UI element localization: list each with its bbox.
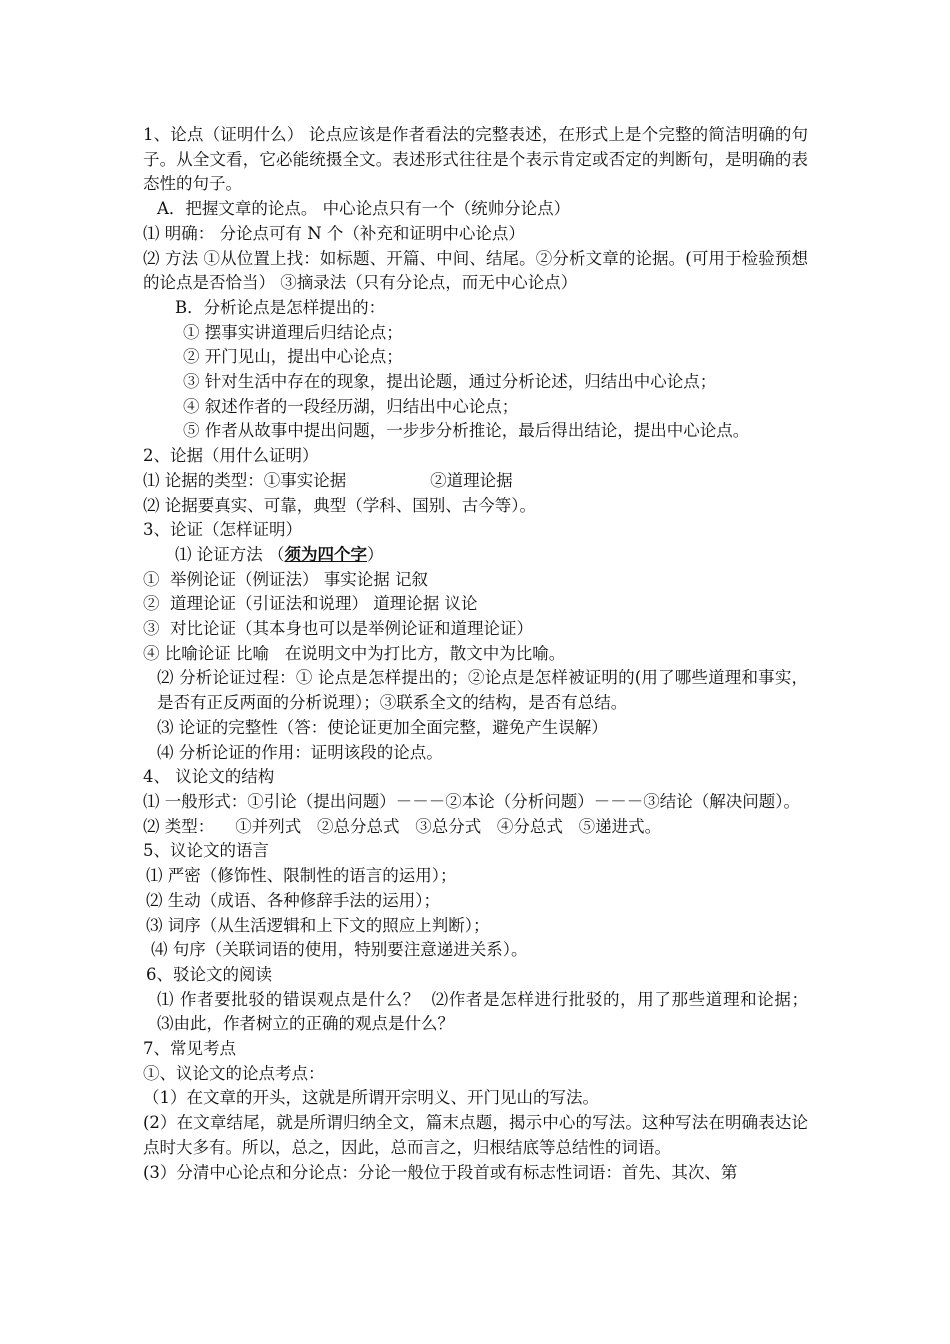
- list-item-method-4: ④ 比喻论证 比喻 在说明文中为打比方，散文中为比喻。: [143, 643, 566, 663]
- paragraph-rebuttal-questions: ⑴ 作者要批驳的错误观点是什么？ ⑵作者是怎样进行批驳的，用了那些道理和论据； ⑶由此，作者树立的正确的观点是什么？: [157, 989, 829, 1034]
- heading-evidence: 2、论据（用什么证明）: [143, 446, 319, 466]
- heading-argumentation: 3、论证（怎样证明）: [143, 520, 302, 540]
- heading-common-test-points: 7、常见考点: [143, 1039, 236, 1059]
- paragraph-how-thesis-raised: B．分析论点是怎样提出的：: [175, 297, 386, 317]
- paragraph-argument-process: ⑵ 分析论证过程：① 论点是怎样提出的；②论点是怎样被证明的(用了哪些道理和事实，是否有正反两面的分析说理）；③联系全文的结构，是否有总结。: [157, 668, 808, 713]
- paragraph-evidence-types: ⑴ 论据的类型：①事实论据 ②道理论据: [143, 470, 513, 490]
- paragraph-method: ⑵ 方法 ①从位置上找：如标题、开篇、中间、结尾。②分析文章的论据。(可用于检验预想的论点是否恰当） ③摘录法（只有分论点，而无中心论点）: [143, 248, 808, 293]
- list-item-language-2: ⑵ 生动（成语、各种修辞手法的运用）；: [146, 890, 440, 910]
- paragraph-argument-methods: [143, 543, 808, 568]
- list-item-language-1: ⑴ 严密（修饰性、限制性的语言的运用）；: [146, 866, 457, 886]
- list-item-method-2: ② 道理论证（引证法和说理） 道理论据 议论: [143, 594, 478, 614]
- paragraph-argument-completeness: ⑶ 论证的完整性（答：使论证更加全面完整，避免产生误解）: [157, 717, 608, 737]
- argument-methods-emphasis: 须为四个字: [284, 544, 367, 564]
- paragraph-sub-thesis: ⑴ 明确： 分论点可有 N 个（补充和证明中心论点）: [143, 223, 525, 243]
- list-item-thesis-5: ⑤ 作者从故事中提出问题，一步步分析推论，最后得出结论，提出中心论点。: [183, 421, 750, 441]
- paragraph-grasp-thesis: A．把握文章的论点。 中心论点只有一个（统帅分论点）: [157, 199, 571, 219]
- heading-language: 5、议论文的语言: [143, 841, 269, 861]
- list-item-method-1: ① 举例论证（例证法） 事实论据 记叙: [143, 569, 428, 589]
- heading-structure: 4、 议论文的结构: [143, 767, 275, 787]
- paragraph-structure-form: ⑴ 一般形式：①引论（提出问题）－－－②本论（分析问题）－－－③结论（解决问题）。: [143, 791, 800, 811]
- paragraph-evidence-requirements: ⑵ 论据要真实、可靠，典型（学科、国别、古今等）。: [143, 495, 536, 515]
- argument-methods-text: ⑴ 论证方法 （: [175, 544, 285, 564]
- list-item-test-point-2: (2）在文章结尾，就是所谓归纳全文，篇末点题，揭示中心的写法。这种写法在明确表达论点时大多有。所以，总之，因此，总而言之，归根结底等总结性的词语。: [143, 1113, 808, 1157]
- list-item-thesis-3: ③ 针对生活中存在的现象，提出论题，通过分析论述，归结出中心论点；: [183, 372, 717, 392]
- list-item-thesis-4: ④ 叙述作者的一段经历湖，归结出中心论点；: [183, 396, 519, 416]
- list-item-language-4: ⑷ 句序（关联词语的使用，特别要注意递进关系）。: [151, 940, 528, 960]
- list-item-test-point-3: (3）分清中心论点和分论点：分论一般位于段首或有标志性词语：首先、其次、第: [143, 1162, 738, 1182]
- list-item-language-3: ⑶ 词序（从生活逻辑和上下文的照应上判断）；: [146, 915, 490, 935]
- list-item-thesis-2: ② 开门见山，提出中心论点；: [183, 347, 403, 367]
- list-item-thesis-1: ① 摆事实讲道理后归结论点；: [183, 322, 403, 342]
- list-item-test-point-1: （1）在文章的开头，这就是所谓开宗明义、开门见山的写法。: [143, 1088, 599, 1108]
- argument-methods-close: ）: [367, 544, 384, 564]
- heading-rebuttal: 6、驳论文的阅读: [146, 964, 272, 984]
- paragraph-argument-function: ⑷ 分析论证的作用：证明该段的论点。: [157, 742, 443, 762]
- paragraph-thesis-test-points: ①、议论文的论点考点：: [143, 1063, 325, 1083]
- paragraph-1-heading-thesis: 1、论点（证明什么） 论点应该是作者看法的完整表述，在形式上是个完整的简洁明确的句子。从全文看，它必能统摄全文。表述形式往往是个表示肯定或否定的判断句，是明确的表态性的句子。: [143, 125, 808, 194]
- paragraph-structure-types: ⑵ 类型： ①并列式 ②总分总式 ③总分式 ④分总式 ⑤递进式。: [143, 816, 662, 836]
- list-item-method-3: ③ 对比论证（其本身也可以是举例论证和道理论证）: [143, 619, 533, 639]
